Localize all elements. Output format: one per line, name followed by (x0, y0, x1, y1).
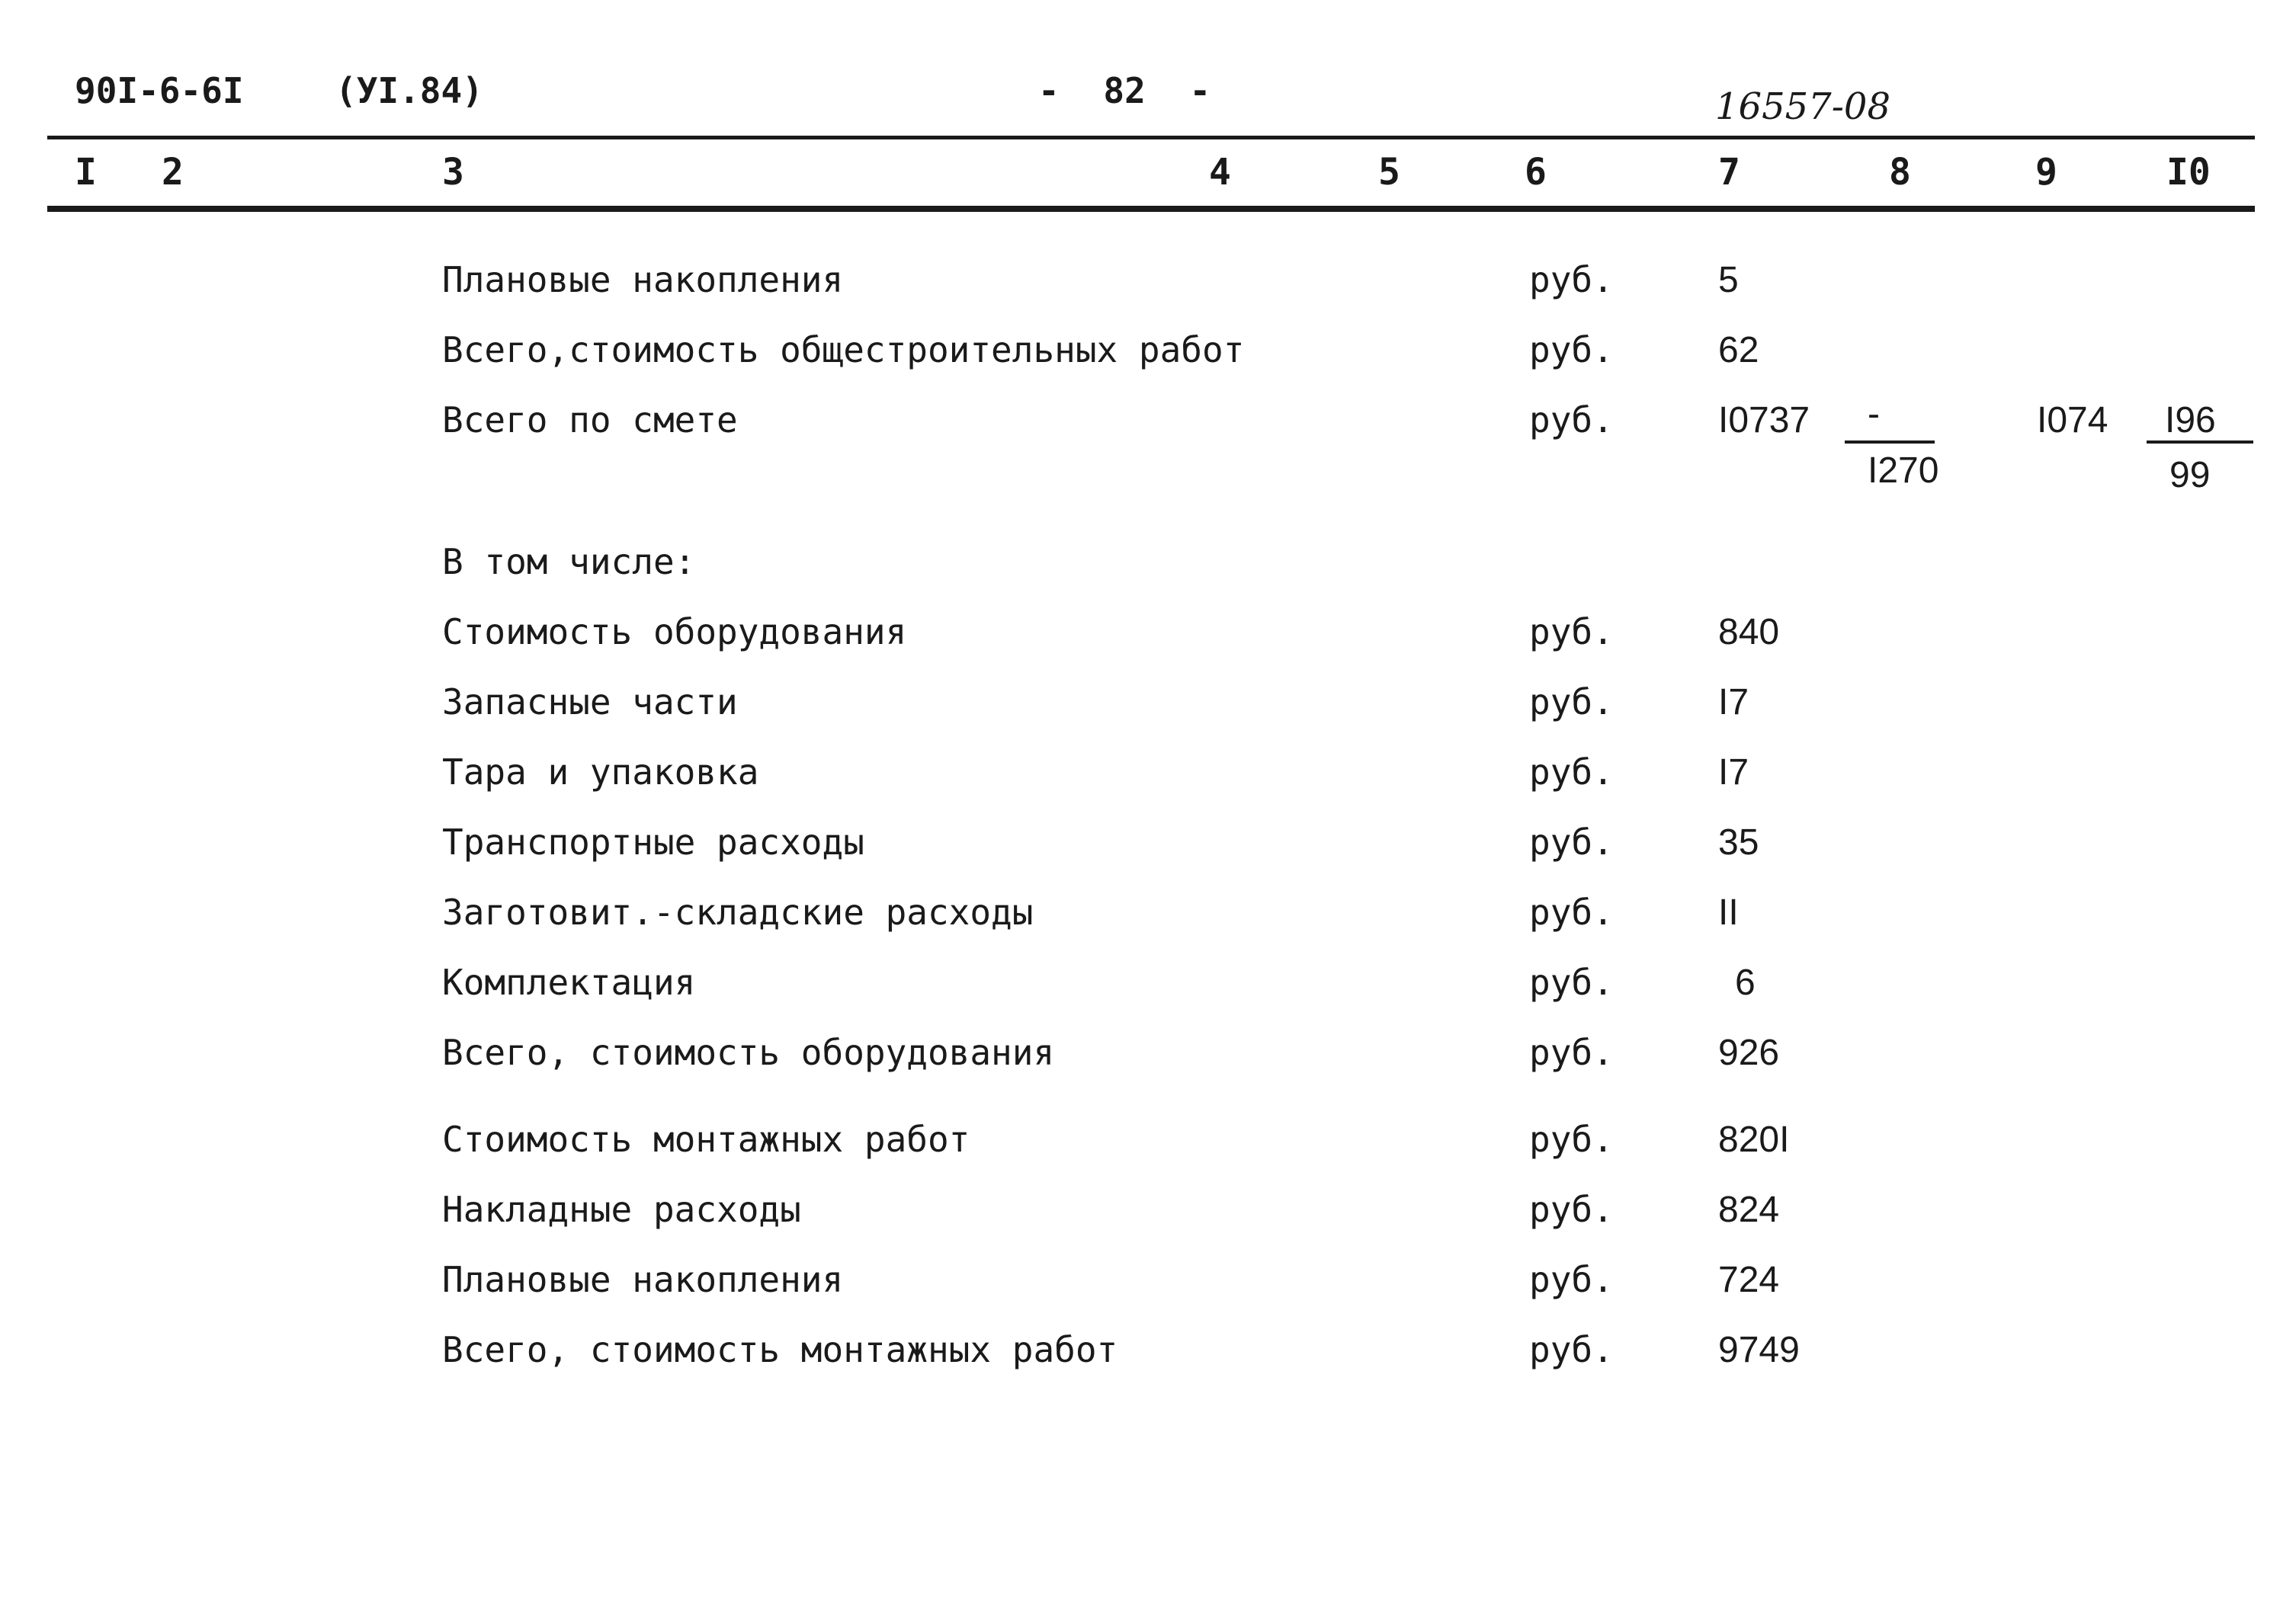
column-number: 6 (1525, 151, 1547, 194)
row-value-col7: 820I (1718, 1120, 1790, 1160)
row-unit: руб. (1529, 611, 1614, 652)
row-value-col7: 62 (1718, 330, 1759, 370)
column-number: 9 (2035, 151, 2057, 194)
row-label: Запасные части (442, 681, 738, 722)
section-subheading: В том числе: (442, 541, 696, 582)
doc-revision: (УI.84) (335, 70, 483, 111)
fraction-denominator-col10: 99 (2169, 455, 2211, 495)
fraction-numerator-col8: - (1868, 394, 1880, 434)
row-unit: руб. (1529, 1189, 1614, 1230)
column-number: I (75, 151, 97, 194)
header-rule (47, 136, 2255, 139)
column-number: 5 (1378, 151, 1400, 194)
column-number: 8 (1889, 151, 1911, 194)
row-value-col7: I7 (1718, 682, 1749, 722)
row-unit: руб. (1529, 681, 1614, 722)
row-unit: руб. (1529, 1119, 1614, 1160)
column-number: 4 (1209, 151, 1231, 194)
row-unit: руб. (1529, 822, 1614, 863)
row-label: Всего,стоимость общестроительных работ (442, 329, 1245, 370)
row-unit: руб. (1529, 1329, 1614, 1370)
row-label: Комплектация (442, 962, 696, 1003)
row-label: Тара и упаковка (442, 751, 759, 793)
column-header-rule (47, 206, 2255, 212)
row-unit: руб. (1529, 1032, 1614, 1073)
row-value-col7: 824 (1718, 1190, 1780, 1230)
column-number: 7 (1718, 151, 1740, 194)
row-value-col7: 35 (1718, 822, 1759, 863)
row-unit: руб. (1529, 892, 1614, 933)
fraction-bar-col10 (2147, 440, 2253, 444)
row-unit: руб. (1529, 751, 1614, 793)
row-value-col9: I074 (2037, 400, 2108, 440)
row-label: Стоимость монтажных работ (442, 1119, 970, 1160)
row-unit: руб. (1529, 329, 1614, 370)
row-label: Стоимость оборудования (442, 611, 907, 652)
fraction-denominator-col8: I270 (1868, 450, 1939, 491)
row-unit: руб. (1529, 399, 1614, 440)
row-label: Плановые накопления (442, 1259, 844, 1300)
row-label: Всего по смете (442, 399, 738, 440)
row-value-col7: 724 (1718, 1260, 1780, 1300)
row-label: Заготовит.-складские расходы (442, 892, 1034, 933)
fraction-numerator-col10: I96 (2165, 400, 2216, 440)
row-label: Всего, стоимость монтажных работ (442, 1329, 1118, 1370)
column-number: 3 (442, 151, 464, 194)
row-value-col7: I7 (1718, 752, 1749, 793)
column-number: I0 (2166, 151, 2211, 194)
stamp-number: 16557-08 (1715, 85, 1890, 128)
row-unit: руб. (1529, 962, 1614, 1003)
fraction-bar-col8 (1845, 440, 1935, 444)
row-unit: руб. (1529, 1259, 1614, 1300)
column-number: 2 (162, 151, 184, 194)
row-label: Всего, стоимость оборудования (442, 1032, 1055, 1073)
row-label: Плановые накопления (442, 259, 844, 300)
row-value-col7: 5 (1718, 260, 1739, 300)
page-number: - 82 - (1038, 70, 1211, 111)
row-label: Накладные расходы (442, 1189, 801, 1230)
row-value-col7: 840 (1718, 612, 1780, 652)
row-unit: руб. (1529, 259, 1614, 300)
doc-code: 90I-6-6I (75, 70, 244, 111)
row-value-col7: 926 (1718, 1033, 1780, 1073)
row-value-col7: 9749 (1718, 1330, 1800, 1370)
row-value-col7: 6 (1735, 963, 1756, 1003)
row-value-col7: I0737 (1718, 400, 1810, 440)
row-label: Транспортные расходы (442, 822, 864, 863)
row-value-col7: II (1718, 892, 1739, 933)
